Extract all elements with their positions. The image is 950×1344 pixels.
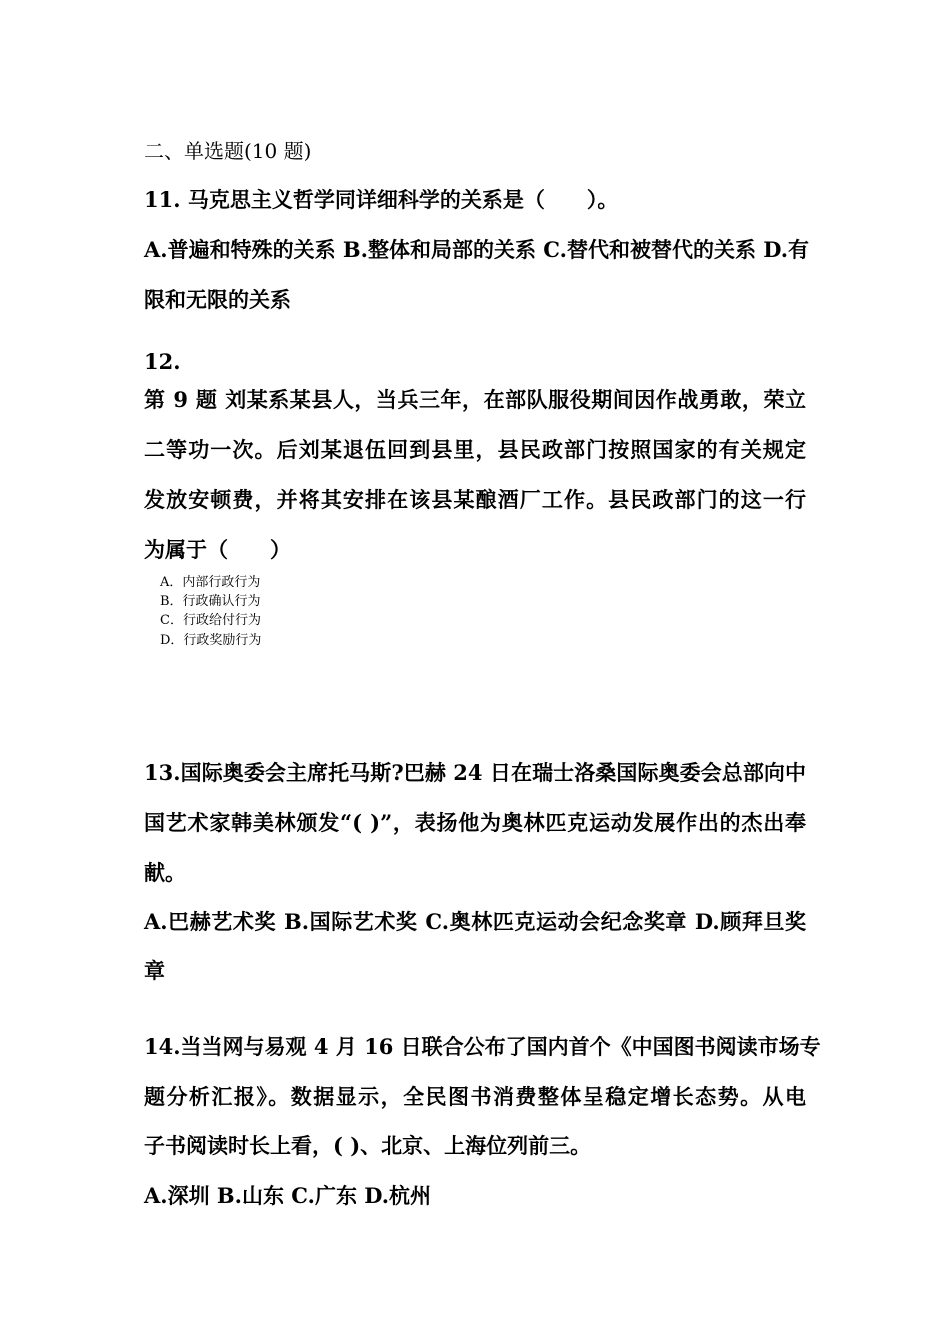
question-12-stem-line: 第 9 题 刘某系某县人，当兵三年，在部队服役期间因作战勇敢，荣立 — [144, 387, 806, 412]
question-12-stem-line: 二等功一次。后刘某退伍回到县里，县民政部门按照国家的有关规定 — [144, 437, 806, 462]
question-13-stem-line: 13.国际奥委会主席托马斯?巴赫 24 日在瑞士洛桑国际奥委会总部向中 — [144, 760, 806, 785]
question-12-stem-line: 为属于（ ） — [144, 537, 291, 562]
question-14-options: A.深圳 B.山东 C.广东 D.杭州 — [144, 1183, 432, 1208]
question-12-option-d: D．行政奖励行为 — [160, 633, 262, 648]
question-12-stem-line: 发放安顿费，并将其安排在该县某酿酒厂工作。县民政部门的这一行 — [144, 487, 806, 512]
question-13-options-continued: 章 — [144, 958, 165, 983]
question-14-stem-line: 14.当当网与易观 4 月 16 日联合公布了国内首个《中国图书阅读市场专 — [144, 1034, 821, 1059]
question-11-options-continued: 限和无限的关系 — [144, 287, 291, 312]
question-12-number: 12. — [144, 349, 181, 374]
section-title: 二、单选题(10 题) — [144, 139, 312, 163]
question-14-stem-line: 子书阅读时长上看，( )、北京、上海位列前三。 — [144, 1133, 592, 1158]
question-12-option-b: B．行政确认行为 — [160, 594, 261, 609]
question-13-stem-line: 国艺术家韩美林颁发“( )”，表扬他为奥林匹克运动发展作出的杰出奉 — [144, 810, 806, 835]
question-13-stem-line: 献。 — [144, 860, 186, 885]
question-11-stem: 11. 马克思主义哲学同详细科学的关系是（ ）。 — [144, 187, 619, 212]
question-13-options: A.巴赫艺术奖 B.国际艺术奖 C.奥林匹克运动会纪念奖章 D.顾拜旦奖 — [144, 909, 806, 934]
question-11-options: A.普遍和特殊的关系 B.整体和局部的关系 C.替代和被替代的关系 D.有 — [144, 237, 810, 262]
question-14-stem-line: 题分析汇报》。数据显示，全民图书消费整体呈稳定增长态势。从电 — [144, 1084, 806, 1109]
question-12-option-a: A．内部行政行为 — [160, 575, 261, 590]
question-12-option-c: C．行政给付行为 — [160, 613, 261, 628]
